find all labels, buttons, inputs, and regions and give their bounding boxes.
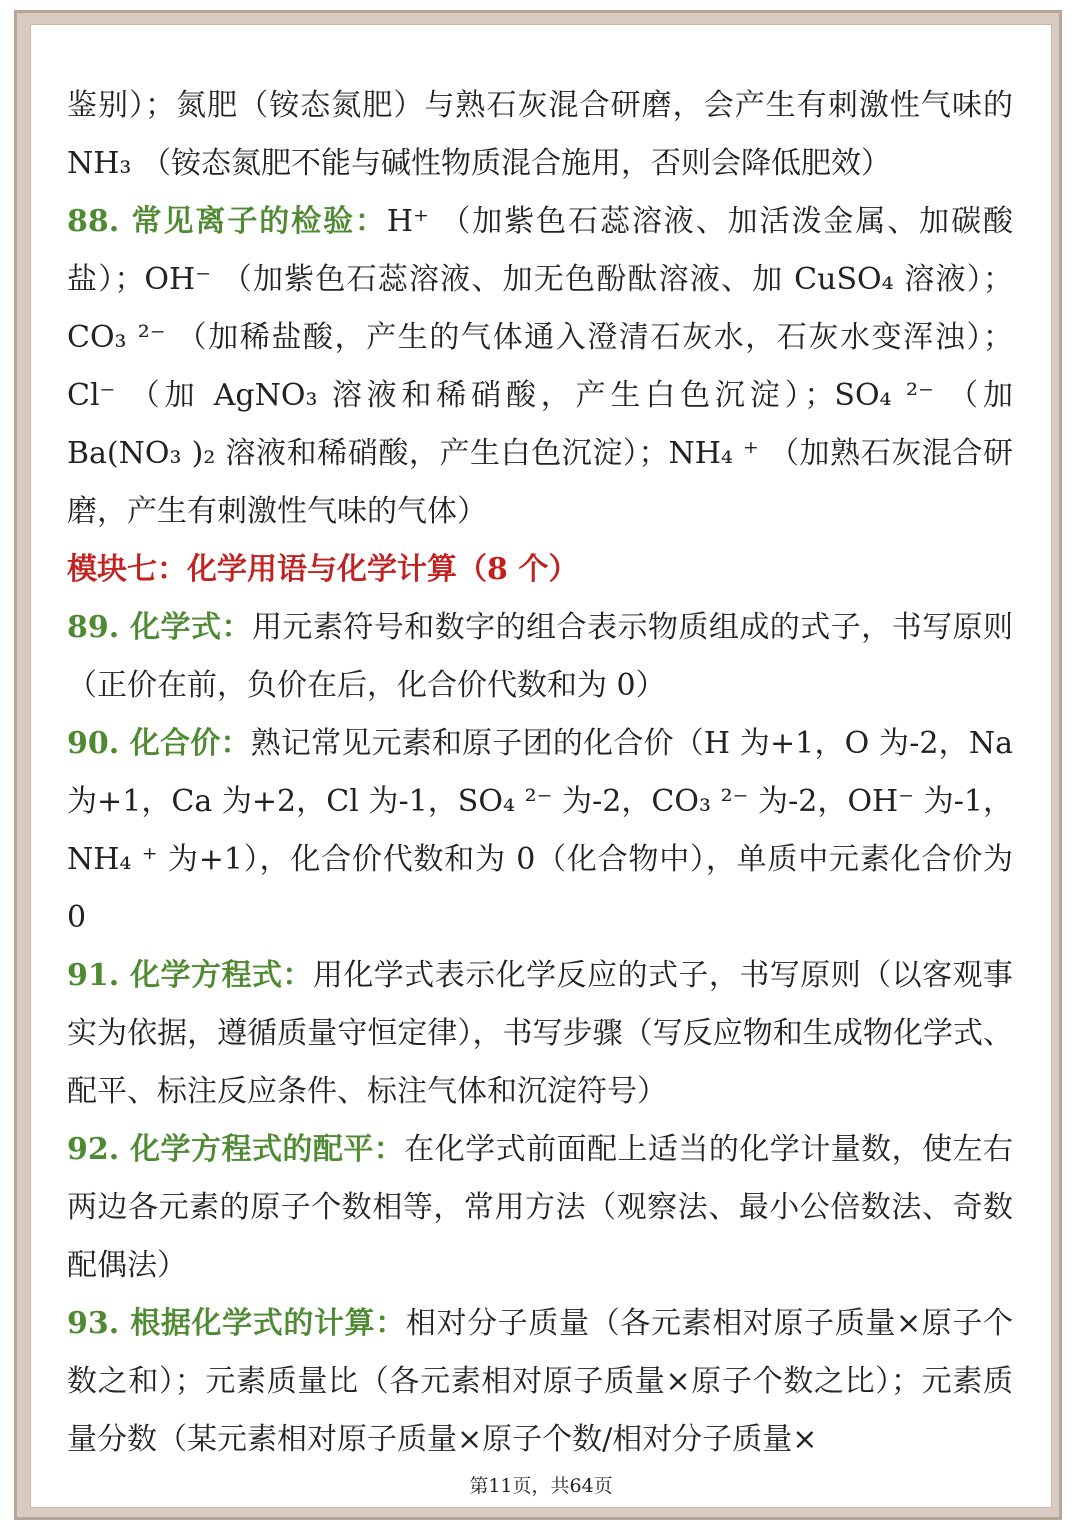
paragraph-continued xyxy=(67,77,1013,193)
item-text: H⁺ （加紫色石蕊溶液、加活泼金属、加碳酸盐）；OH⁻ （加紫色石蕊溶液、加无色酚酞溶液、加 CuSO₄ 溶液）；CO₃ ²⁻ （加稀盐酸，产生的气体通入澄清石灰水，石灰水变浑浊）；Cl⁻ （加 AgNO₃ 溶液和稀硝酸，产生白色沉淀）；SO₄ ²⁻ （加 Ba(NO₃ )₂ 溶液和稀硝酸，产生白色沉淀）；NH₄ ⁺ （加熟石灰混合研磨，产生有刺激性气味的气体） xyxy=(67,204,1013,529)
paragraph-item-89 xyxy=(67,599,1013,715)
paragraph-item-91 xyxy=(67,947,1013,1121)
item-text: 用化学式表示化学反应的式子，书写原则（以客观事实为依据，遵循质量守恒定律），书写步骤（写反应物和生成物化学式、配平、标注反应条件、标注气体和沉淀符号） xyxy=(67,958,1014,1109)
item-heading: 88. 常见离子的检验： xyxy=(67,204,387,239)
document-page xyxy=(30,24,1052,1508)
module-heading: 模块七：化学用语与化学计算（8 个） xyxy=(67,552,579,587)
item-text: 相对分子质量（各元素相对原子质量×原子个数之和）；元素质量比（各元素相对原子质量×原子个数之比）；元素质量分数（某元素相对原子质量×原子个数/相对分子质量× xyxy=(67,1306,1013,1457)
item-text: 熟记常见元素和原子团的化合价（H 为+1，O 为-2，Na 为+1，Ca 为+2，Cl 为-1，SO₄ ²⁻ 为-2，CO₃ ²⁻ 为-2，OH⁻ 为-1，NH₄ ⁺ 为+1），化合价代数和为 0（化合物中），单质中元素化合价为 0 xyxy=(67,726,1013,935)
item-heading: 92. 化学方程式的配平： xyxy=(67,1132,405,1167)
item-text: 用元素符号和数字的组合表示物质组成的式子，书写原则（正价在前，负价在后，化合价代数和为 0） xyxy=(67,610,1014,703)
paragraph-item-88 xyxy=(67,193,1013,541)
paragraph-item-90 xyxy=(67,715,1013,947)
item-heading: 93. 根据化学式的计算： xyxy=(67,1306,406,1341)
page-number-footer: 第11页，共64页 xyxy=(469,1475,613,1497)
item-heading: 91. 化学方程式： xyxy=(67,958,313,993)
item-heading: 89. 化学式： xyxy=(67,610,252,645)
paragraph-item-92 xyxy=(67,1121,1013,1295)
document-body xyxy=(67,77,1013,1469)
item-heading: 90. 化合价： xyxy=(67,726,251,761)
paragraph-item-93 xyxy=(67,1295,1013,1469)
paragraph-text: 鉴别）；氮肥（铵态氮肥）与熟石灰混合研磨，会产生有刺激性气味的 NH₃ （铵态氮肥不能与碱性物质混合施用，否则会降低肥效） xyxy=(67,88,1013,181)
item-text: 在化学式前面配上适当的化学计量数，使左右两边各元素的原子个数相等，常用方法（观察法、最小公倍数法、奇数配偶法） xyxy=(67,1132,1014,1283)
